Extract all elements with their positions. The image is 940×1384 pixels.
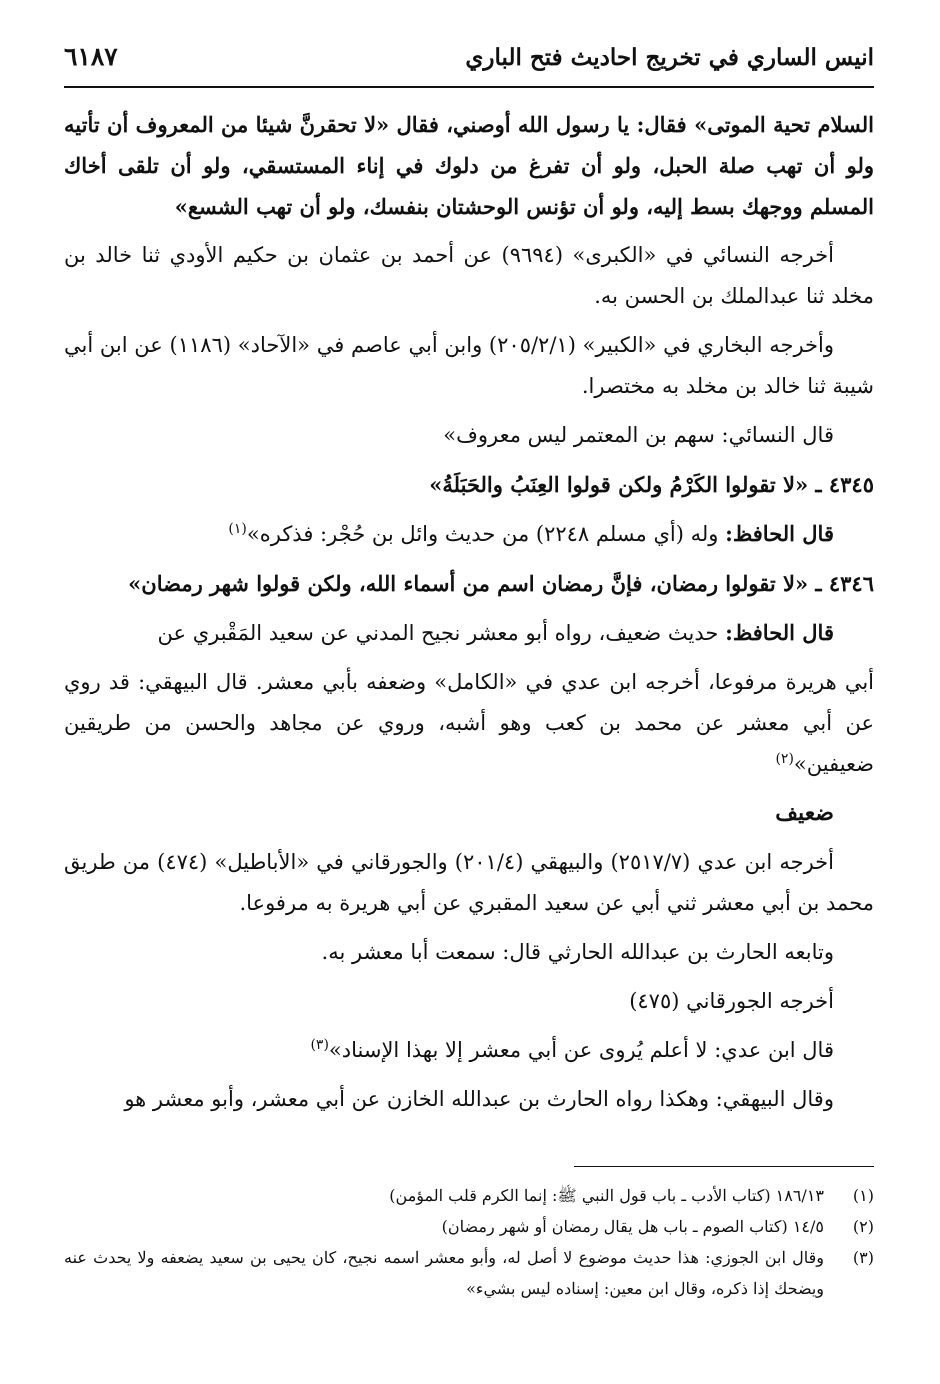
footnote-text: ١٨٦/١٣ (كتاب الأدب ـ باب قول النبي ﷺ: إنما الكرم قلب المؤمن): [389, 1186, 824, 1205]
footnote-1: [64, 1180, 874, 1211]
hafiz-text: وله (أي مسلم ٢٢٤٨) من حديث وائل بن حُجْر: فذكره»: [246, 522, 726, 546]
running-header: [64, 40, 874, 88]
paragraph-mutaba: وتابعه الحارث بن عبدالله الحارثي قال: سمعت أبا معشر به.: [321, 940, 834, 964]
footnotes: [64, 1180, 874, 1304]
hafiz-comment-4346: [64, 612, 874, 654]
footnote-text: ١٤/٥ (كتاب الصوم ـ باب هل يقال رمضان أو شهر رمضان): [441, 1217, 824, 1236]
footnote-2: [64, 1211, 874, 1242]
hadith-4345-heading: ٤٣٤٥ ـ «لا تقولوا الكَرْمُ ولكن قولوا العِنَبُ والحَبَلَةُ»: [429, 472, 874, 497]
paragraph-jawraqani: أخرجه الجورقاني (٤٧٥): [629, 989, 834, 1013]
paragraph-hafiz-continuation: أبي هريرة مرفوعا، أخرجه ابن عدي في «الكامل» وضعفه بأبي معشر. قال البيهقي: قد روي عن أبي معشر عن محمد بن كعب وهو أشبه، وروي عن مجاهد والحسن من طريقين ضعيفين»$^{(٢)}$: [64, 670, 874, 776]
footnote-3: [64, 1242, 874, 1304]
paragraph-takhrij-bukhari: وأخرجه البخاري في «الكبير» (٢٠٥/٢/١) وابن أبي عاصم في «الآحاد» (١١٨٦) عن ابن أبي شيبة ثنا خالد بن مخلد به مختصرا.: [64, 333, 874, 398]
footnote-number: (٣): [852, 1248, 874, 1267]
paragraph-takhrij-ibn-adi: أخرجه ابن عدي (٢٥١٧/٧) والبيهقي (٢٠١/٤) والجورقاني في «الأباطيل» (٤٧٤) من طريق محمد بن أبي معشر ثني أبي عن سعيد المقبري عن أبي هريرة به مرفوعا.: [64, 850, 874, 915]
book-title: انيس الساري في تخريج احاديث فتح الباري: [465, 44, 874, 71]
main-text: [64, 104, 874, 1128]
hafiz-comment-4345: [64, 513, 874, 555]
footnote-ref-2: (٢): [775, 751, 794, 767]
paragraph-bayhaqi-comment: وقال البيهقي: وهكذا رواه الحارث بن عبدالله الخازن عن أبي معشر، وأبو معشر هو: [124, 1087, 834, 1111]
hafiz-label: قال الحافظ:: [725, 620, 834, 645]
footnote-ref-1: (١): [228, 521, 247, 537]
paragraph-ibn-adi-comment: قال ابن عدي: لا أعلم يُروى عن أبي معشر إلا بهذا الإسناد»$^{(٣)}$: [310, 1037, 834, 1062]
hadith-continuation: السلام تحية الموتى» فقال: يا رسول الله أوصني، فقال «لا تحقرنَّ شيئا من المعروف أن تأتيه ولو أن تهب صلة الحبل، ولو أن تفرغ من دلوك في إناء المستسقي، ولو أن تلقى أخاك المسلم ووجهك بسط إليه، ولو أن تؤنس الوحشتان بنفسك، ولو أن تهب الشسع»: [64, 112, 874, 219]
grade-label: ضعيف: [775, 800, 834, 826]
footnote-number: (٢): [852, 1217, 874, 1236]
footnote-number: (١): [852, 1186, 874, 1205]
paragraph-nasai-comment: قال النسائي: سهم بن المعتمر ليس معروف»: [443, 423, 834, 447]
hafiz-label: قال الحافظ:: [725, 521, 834, 546]
hafiz-text: حديث ضعيف، رواه أبو معشر نجيح المدني عن سعيد المَقْبري عن: [157, 621, 726, 645]
page-number: ٦١٨٧: [64, 42, 118, 71]
footnote-ref-3: (٣): [310, 1037, 329, 1053]
hadith-4346-heading: ٤٣٤٦ ـ «لا تقولوا رمضان، فإنَّ رمضان اسم من أسماء الله، ولكن قولوا شهر رمضان»: [128, 571, 874, 596]
footnote-separator: [574, 1166, 874, 1167]
paragraph-takhrij-nasai: أخرجه النسائي في «الكبرى» (٩٦٩٤) عن أحمد بن عثمان بن حكيم الأودي ثنا خالد بن مخلد ثنا عبدالملك بن الحسن به.: [64, 243, 874, 308]
footnote-text: وقال ابن الجوزي: هذا حديث موضوع لا أصل له، وأبو معشر اسمه نجيح، كان يحيى بن سعيد يضعفه ولا يحدث عنه ويضحك إذا ذكره، وقال ابن معين: إسناده ليس بشيء»: [64, 1248, 824, 1298]
